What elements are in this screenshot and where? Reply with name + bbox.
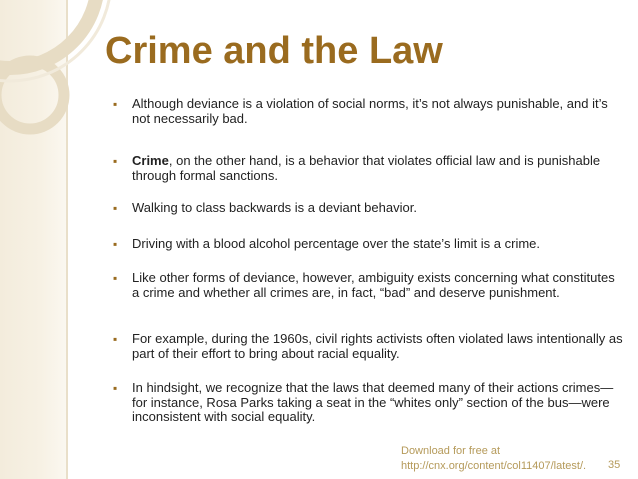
bullet-marker-icon: ▪ <box>113 201 118 215</box>
page-number: 35 <box>608 459 621 471</box>
bullet-marker-icon: ▪ <box>113 381 118 395</box>
download-line-2: http://cnx.org/content/col11407/latest/. <box>401 460 587 472</box>
bullet-marker-icon: ▪ <box>113 332 118 346</box>
bullet-text: Driving with a blood alcohol percentage over the state’s limit is a crime. <box>132 236 541 251</box>
bullet-marker-icon: ▪ <box>113 237 118 251</box>
bullet-text: In hindsight, we recognize that the laws that deemed many of their actions crimes—for instance, Rosa Parks taking a seat in the “whites only” section of the bus—were inconsistent with social equality. <box>132 380 614 424</box>
slide-title: Crime and the Law <box>105 30 443 72</box>
bullet-text: Walking to class backwards is a deviant behavior. <box>132 200 417 215</box>
bullet-text-rest: , on the other hand, is a behavior that violates official law and is punishable through formal sanctions. <box>132 153 601 183</box>
bullet-marker-icon: ▪ <box>113 97 118 111</box>
bullet-text: Like other forms of deviance, however, ambiguity exists concerning what constitutes a crime and whether all crimes are, in fact, “bad” and deserve punishment. <box>132 270 615 300</box>
bullet-marker-icon: ▪ <box>113 154 118 168</box>
bold-term: Crime <box>132 153 169 168</box>
download-line-1: Download for free at <box>401 445 501 457</box>
bullet-marker-icon: ▪ <box>113 271 118 285</box>
bullet-text: For example, during the 1960s, civil rights activists often violated laws intentionally as part of their effort to bring about racial equality. <box>132 331 623 361</box>
decorative-circles <box>0 0 140 150</box>
bullet-text: Although deviance is a violation of social norms, it’s not always punishable, and it’s not necessarily bad. <box>132 96 608 126</box>
bullet-text <box>132 154 624 183</box>
download-link[interactable] <box>401 444 586 474</box>
